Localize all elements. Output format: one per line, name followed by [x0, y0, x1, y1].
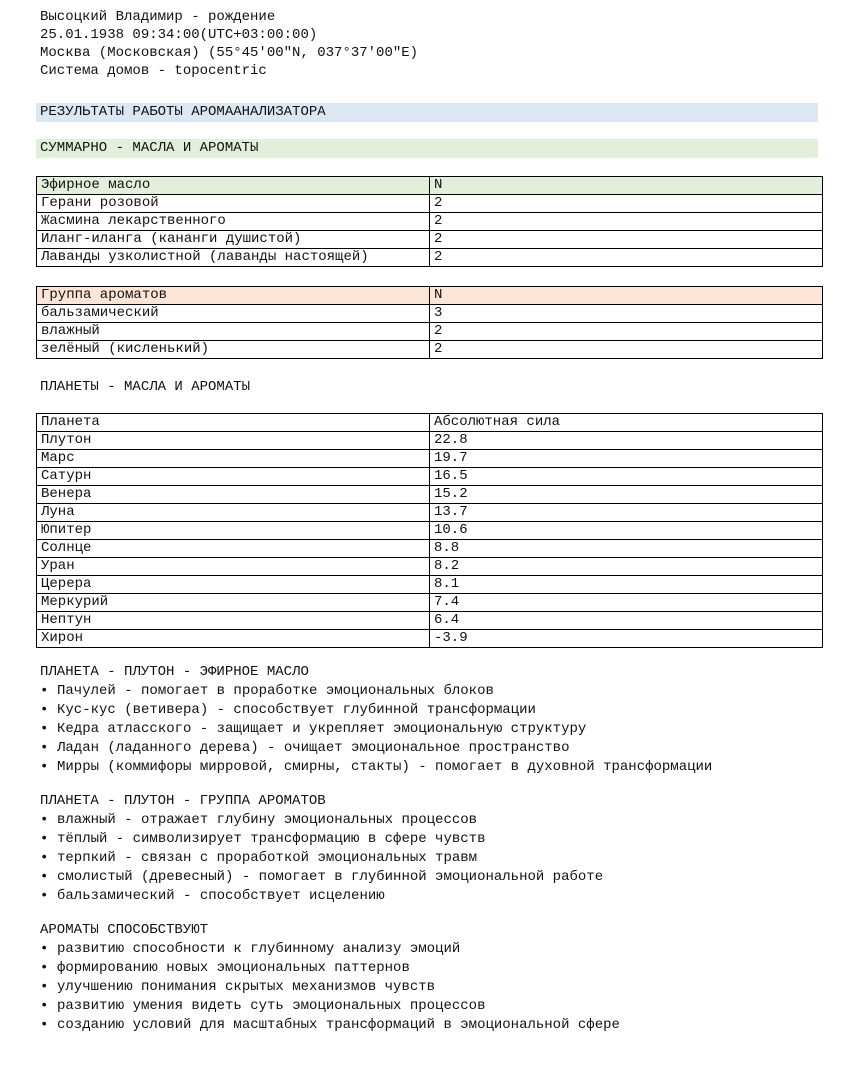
planet-name-cell: Нептун	[37, 612, 430, 630]
table-row	[37, 450, 823, 468]
bullet-text: влажный - отражает глубину эмоциональных процессов	[57, 812, 478, 828]
aroma-benefits-bullet-list	[36, 940, 825, 1035]
bullet-icon: •	[40, 979, 49, 995]
planet-strength-cell: 10.6	[430, 522, 823, 540]
results-banner: РЕЗУЛЬТАТЫ РАБОТЫ АРОМААНАЛИЗАТОРА	[36, 103, 818, 122]
planets-header-row	[37, 414, 823, 432]
group-name-cell: бальзамический	[37, 305, 430, 323]
list-item	[40, 720, 825, 739]
planet-strength-cell: 8.2	[430, 558, 823, 576]
planet-strength-cell: 7.4	[430, 594, 823, 612]
bullet-text: Кус-кус (ветивера) - способствует глубинной трансформации	[57, 702, 536, 718]
bullet-icon: •	[40, 812, 49, 828]
planets-section-title: ПЛАНЕТЫ - МАСЛА И АРОМАТЫ	[40, 379, 251, 395]
aroma-groups-table	[36, 286, 823, 359]
table-row	[37, 540, 823, 558]
bullet-icon: •	[40, 721, 49, 737]
table-row	[37, 468, 823, 486]
bullet-text: Мирры (коммифоры мирровой, смирны, стакты) - помогает в духовной трансформации	[57, 759, 713, 775]
bullet-icon: •	[40, 759, 49, 775]
oil-name-cell: Иланг-иланга (кананги душистой)	[37, 231, 430, 249]
bullet-text: смолистый (древесный) - помогает в глубинной эмоциональной работе	[57, 869, 604, 885]
planet-name-cell: Хирон	[37, 630, 430, 648]
list-item	[40, 978, 825, 997]
list-item	[40, 997, 825, 1016]
table-row	[37, 504, 823, 522]
pluto-aroma-group-bullet-list	[36, 811, 825, 906]
planet-strength-cell: 16.5	[430, 468, 823, 486]
list-item	[40, 739, 825, 758]
aroma-benefits-section	[36, 921, 825, 1035]
table-row	[37, 213, 823, 231]
list-item	[40, 701, 825, 720]
bullet-text: улучшению понимания скрытых механизмов чувств	[57, 979, 436, 995]
table-row	[37, 576, 823, 594]
person-name-line: Высоцкий Владимир - рождение	[40, 9, 276, 25]
group-name-cell: влажный	[37, 323, 430, 341]
group-count-cell: 2	[430, 323, 823, 341]
birth-place-line: Москва (Московская) (55°45'00"N, 037°37'00"E)	[40, 45, 419, 61]
table-row	[37, 432, 823, 450]
bullet-text: бальзамический - способствует исцелению	[57, 888, 385, 904]
planet-strength-cell: 19.7	[430, 450, 823, 468]
pluto-oil-section	[36, 663, 825, 777]
aroma-benefits-section-title: АРОМАТЫ СПОСОБСТВУЮТ	[40, 922, 209, 938]
list-item	[40, 959, 825, 978]
planet-column-header: Планета	[37, 414, 430, 432]
essential-oils-header-row	[37, 177, 823, 195]
table-row	[37, 323, 823, 341]
bullet-text: Ладан (ладанного дерева) - очищает эмоциональное пространство	[57, 740, 570, 756]
list-item	[40, 811, 825, 830]
oil-name-cell: Жасмина лекарственного	[37, 213, 430, 231]
oil-count-cell: 2	[430, 195, 823, 213]
count-column-header: N	[430, 287, 823, 305]
pluto-oil-bullet-list	[36, 682, 825, 777]
list-item	[40, 682, 825, 701]
bullet-icon: •	[40, 831, 49, 847]
table-row	[37, 486, 823, 504]
list-item	[40, 1016, 825, 1035]
pluto-oil-section-title: ПЛАНЕТА - ПЛУТОН - ЭФИРНОЕ МАСЛО	[40, 664, 309, 680]
planet-name-cell: Церера	[37, 576, 430, 594]
group-count-cell: 3	[430, 305, 823, 323]
table-row	[37, 231, 823, 249]
planet-name-cell: Марс	[37, 450, 430, 468]
planets-strength-table	[36, 413, 823, 648]
planet-strength-cell: 6.4	[430, 612, 823, 630]
planet-name-cell: Сатурн	[37, 468, 430, 486]
table-row	[37, 341, 823, 359]
bullet-icon: •	[40, 740, 49, 756]
table-row	[37, 305, 823, 323]
list-item	[40, 758, 825, 777]
planet-name-cell: Венера	[37, 486, 430, 504]
bullet-text: созданию условий для масштабных трансформаций в эмоциональной сфере	[57, 1017, 620, 1033]
bullet-icon: •	[40, 702, 49, 718]
planet-strength-cell: -3.9	[430, 630, 823, 648]
bullet-icon: •	[40, 941, 49, 957]
planet-name-cell: Луна	[37, 504, 430, 522]
planet-strength-cell: 8.8	[430, 540, 823, 558]
planet-strength-cell: 8.1	[430, 576, 823, 594]
bullet-text: формированию новых эмоциональных паттернов	[57, 960, 410, 976]
list-item	[40, 830, 825, 849]
strength-column-header: Абсолютная сила	[430, 414, 823, 432]
bullet-icon: •	[40, 850, 49, 866]
table-row	[37, 612, 823, 630]
table-row	[37, 630, 823, 648]
group-count-cell: 2	[430, 341, 823, 359]
table-row	[37, 249, 823, 267]
group-name-cell: зелёный (кисленький)	[37, 341, 430, 359]
planet-name-cell: Плутон	[37, 432, 430, 450]
birth-datetime-line: 25.01.1938 09:34:00(UTC+03:00:00)	[40, 27, 318, 43]
list-item	[40, 887, 825, 906]
summary-banner: СУММАРНО - МАСЛА И АРОМАТЫ	[36, 139, 818, 158]
count-column-header: N	[430, 177, 823, 195]
pluto-aroma-group-section	[36, 792, 825, 906]
table-row	[37, 195, 823, 213]
table-row	[37, 558, 823, 576]
table-row	[37, 522, 823, 540]
planet-name-cell: Солнце	[37, 540, 430, 558]
oil-name-cell: Герани розовой	[37, 195, 430, 213]
bullet-text: тёплый - символизирует трансформацию в сфере чувств	[57, 831, 486, 847]
oil-count-cell: 2	[430, 213, 823, 231]
bullet-icon: •	[40, 960, 49, 976]
house-system-line: Система домов - topocentric	[40, 63, 267, 79]
oil-count-cell: 2	[430, 231, 823, 249]
bullet-icon: •	[40, 869, 49, 885]
planet-name-cell: Меркурий	[37, 594, 430, 612]
planet-strength-cell: 15.2	[430, 486, 823, 504]
bullet-text: терпкий - связан с проработкой эмоциональных травм	[57, 850, 478, 866]
pluto-aroma-group-section-title: ПЛАНЕТА - ПЛУТОН - ГРУППА АРОМАТОВ	[40, 793, 326, 809]
list-item	[40, 868, 825, 887]
bullet-text: развитию способности к глубинному анализу эмоций	[57, 941, 461, 957]
planet-strength-cell: 22.8	[430, 432, 823, 450]
essential-oils-table	[36, 176, 823, 267]
aroma-groups-header-row	[37, 287, 823, 305]
planet-strength-cell: 13.7	[430, 504, 823, 522]
table-row	[37, 594, 823, 612]
bullet-text: развитию умения видеть суть эмоциональных процессов	[57, 998, 486, 1014]
planet-name-cell: Юпитер	[37, 522, 430, 540]
oil-name-cell: Лаванды узколистной (лаванды настоящей)	[37, 249, 430, 267]
list-item	[40, 849, 825, 868]
bullet-text: Кедра атласского - защищает и укрепляет эмоциональную структуру	[57, 721, 587, 737]
list-item	[40, 940, 825, 959]
oil-column-header: Эфирное масло	[37, 177, 430, 195]
bullet-icon: •	[40, 998, 49, 1014]
planet-name-cell: Уран	[37, 558, 430, 576]
bullet-icon: •	[40, 888, 49, 904]
group-column-header: Группа ароматов	[37, 287, 430, 305]
bullet-icon: •	[40, 683, 49, 699]
oil-count-cell: 2	[430, 249, 823, 267]
bullet-text: Пачулей - помогает в проработке эмоциональных блоков	[57, 683, 494, 699]
birth-data-header	[40, 8, 825, 80]
bullet-icon: •	[40, 1017, 49, 1033]
